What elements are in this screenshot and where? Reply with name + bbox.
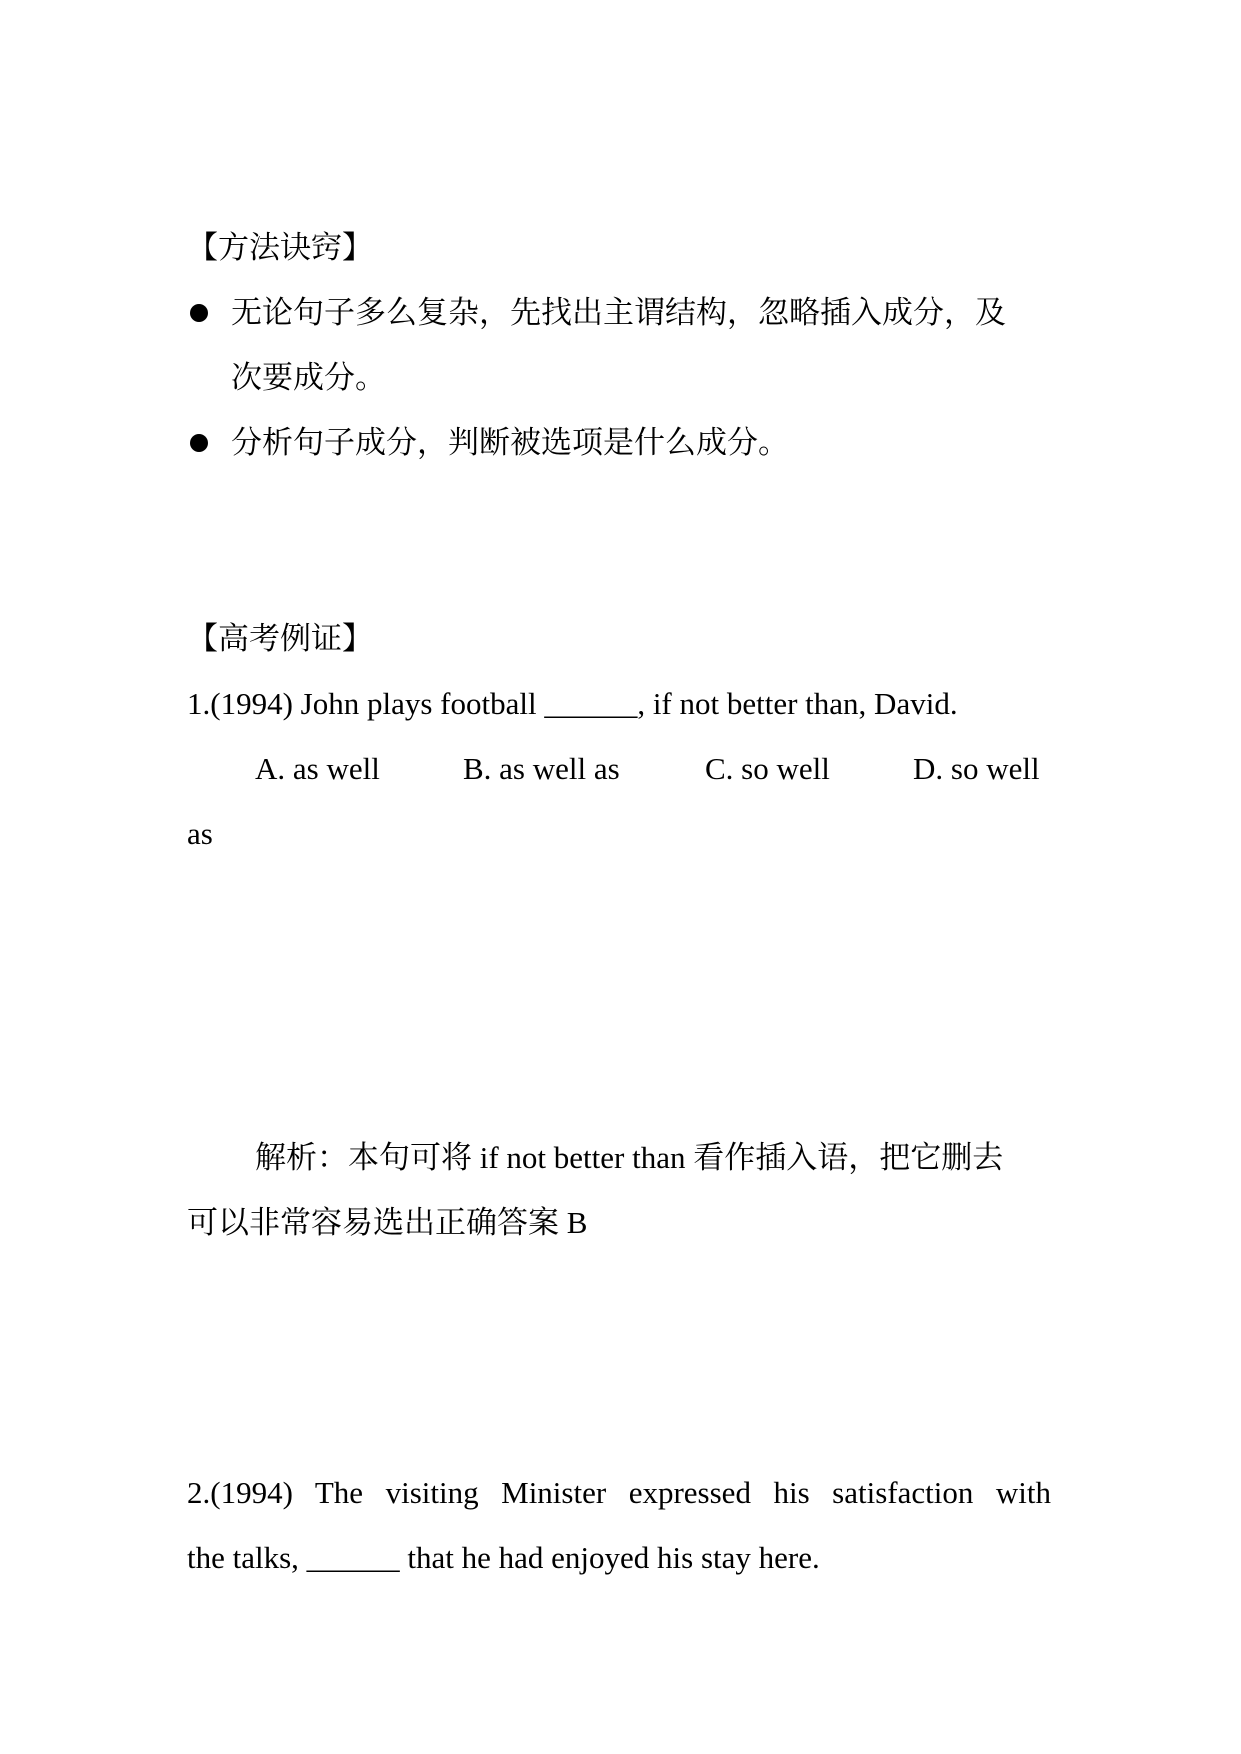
question-2-line-1: 2.(1994) The visiting Minister expressed his satisfaction with <box>187 1475 1051 1510</box>
question-2-line-2: the talks, ______ that he had enjoyed his stay here. <box>187 1540 820 1575</box>
question-1-stem: 1.(1994) John plays football ______, if not better than, David. <box>187 686 958 721</box>
bullet-dot-icon <box>190 304 208 322</box>
question-1-option-b: B. as well as <box>463 751 620 786</box>
analysis-line-1: 解析：本句可将 if not better than 看作插入语，把它删去 <box>255 1140 1004 1175</box>
question-1-option-d-wrap: as <box>187 816 213 851</box>
question-1-option-a: A. as well <box>255 751 380 786</box>
bullet-dot-icon <box>190 434 208 452</box>
method-bullet-1-line-2: 次要成分。 <box>231 360 386 395</box>
question-1-option-d: D. so well <box>913 751 1040 786</box>
exam-heading: 【高考例证】 <box>187 621 373 656</box>
question-1-option-c: C. so well <box>705 751 830 786</box>
method-bullet-2-line-1: 分析句子成分，判断被选项是什么成分。 <box>231 425 789 460</box>
method-heading: 【方法诀窍】 <box>187 230 373 265</box>
method-bullet-1-line-1: 无论句子多么复杂，先找出主谓结构，忽略插入成分，及 <box>231 295 1006 330</box>
analysis-line-2: 可以非常容易选出正确答案 B <box>187 1205 588 1240</box>
